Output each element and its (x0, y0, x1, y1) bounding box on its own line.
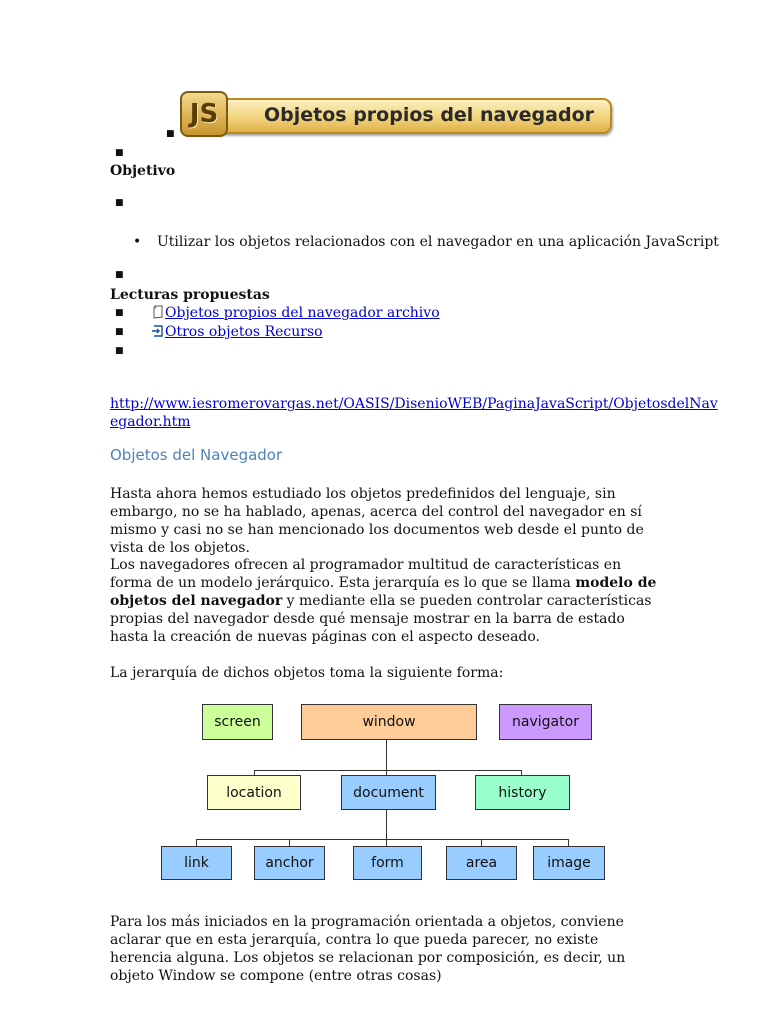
objetivo-item: Utilizar los objetos relacionados con el navegador en una aplicación JavaScript (157, 234, 719, 250)
connector-line (386, 810, 387, 846)
objetivo-heading: Objetivo (110, 163, 176, 179)
bullet-marker: ■ (115, 346, 124, 356)
source-url-line2[interactable]: egador.htm (110, 414, 191, 430)
node-screen: screen (202, 704, 273, 740)
paragraph-1: Hasta ahora hemos estudiado los objetos predefinidos del lenguaje, sin embargo, no se ha hablado, apenas, acerca del control del navegador en sí mismo y casi no se han mencionado los documentos web desde el punto de vista de los objetos. (110, 486, 644, 556)
connector-line (568, 839, 569, 846)
bullet-marker: ■ (115, 198, 124, 208)
bullet-marker: ■ (115, 270, 124, 280)
paragraph-2-bold: modelo de objetos del navegador (110, 575, 657, 609)
node-anchor: anchor (254, 846, 325, 880)
paragraph-3: La jerarquía de dichos objetos toma la siguiente forma: (110, 665, 504, 681)
bullet-marker: ■ (115, 308, 124, 318)
paragraph-4: Para los más iniciados en la programación orientada a objetos, conviene aclarar que en esta jerarquía, contra lo que pueda parecer, no existe herencia alguna. Los objetos se relacionan por composición, es decir, un objeto Window se compone (entre otras cosas) (110, 914, 626, 984)
source-url-line1[interactable]: http://www.iesromerovargas.net/OASIS/DisenioWEB/PaginaJavaScript/ObjetosdelNav (110, 396, 718, 412)
bullet-marker: ■ (166, 129, 175, 139)
banner-title: Objetos propios del navegador (264, 104, 595, 126)
bullet-marker: ■ (115, 148, 124, 158)
node-location: location (207, 775, 301, 810)
lecturas-heading: Lecturas propuestas (110, 287, 270, 303)
paragraph-2-text: Los navegadores ofrecen al programador multitud de características en forma de un modelo jerárquico. Esta jerarquía es lo que se llama (110, 557, 622, 591)
connector-line (254, 770, 522, 771)
node-form: form (353, 846, 422, 880)
node-image: image (533, 846, 605, 880)
section-title: Objetos del Navegador (110, 446, 283, 464)
connector-line (481, 839, 482, 846)
paragraph-2-text-end: y mediante ella se pueden controlar características propias del navegador desde qué mensaje mostrar en la barra de estado hasta la creación de nuevas páginas con el aspecto deseado. (110, 593, 652, 645)
node-area: area (446, 846, 517, 880)
connector-line (196, 839, 569, 840)
node-link: link (161, 846, 232, 880)
file-icon (152, 305, 164, 319)
node-history: history (475, 775, 570, 810)
objetivo-bullet-dot: • (133, 234, 142, 250)
connector-line (196, 839, 197, 846)
lecturas-link-archivo[interactable]: Objetos propios del navegador archivo (165, 305, 440, 321)
resource-icon (152, 324, 164, 338)
paragraph-2 (110, 556, 658, 646)
source-url[interactable] (110, 395, 718, 431)
node-window: window (301, 704, 477, 740)
lecturas-link-1-row (152, 304, 440, 322)
lecturas-link-recurso[interactable]: Otros objetos Recurso (165, 324, 323, 340)
node-navigator: navigator (499, 704, 592, 740)
bullet-marker: ■ (115, 327, 124, 337)
js-logo: JS (180, 91, 228, 137)
lecturas-link-2-row (152, 323, 323, 341)
node-document: document (341, 775, 436, 810)
connector-line (289, 839, 290, 846)
